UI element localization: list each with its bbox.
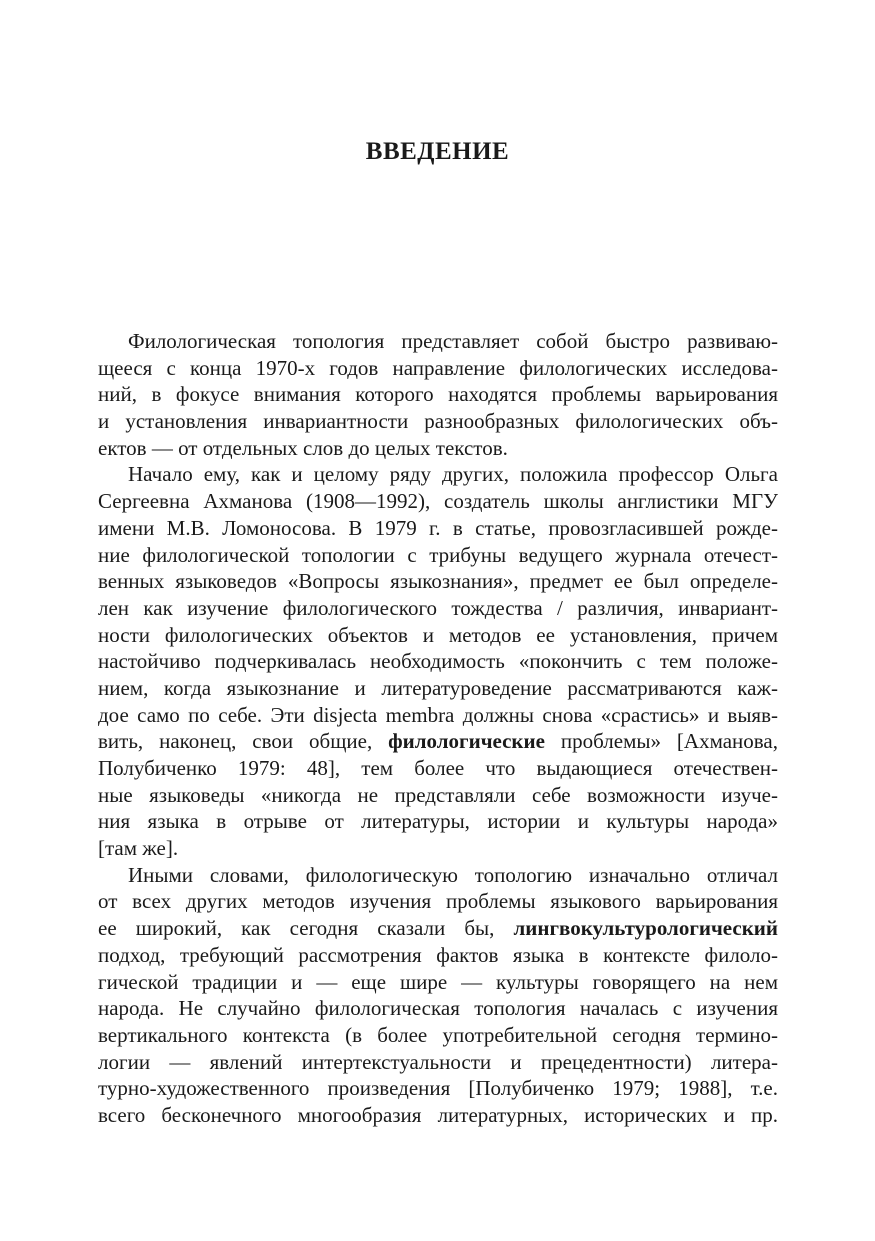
text-line: ектов — от отдельных слов до целых текстов.: [98, 435, 508, 460]
text-line: настойчиво подчеркивалась необходимость «покончить с тем положе-: [98, 649, 778, 674]
text-line: всего бесконечного многообразия литературных, исторических и пр.: [98, 1102, 778, 1127]
text-line: от всех других методов изучения проблемы языкового варьирования: [98, 889, 778, 914]
text-line: и установления инвариантности разнообразных филологических объ-: [98, 409, 778, 434]
paragraph-3: [98, 862, 778, 1129]
text-line: Иными словами, филологическую топологию изначально отличал: [128, 862, 778, 887]
text-line: Начало ему, как и целому ряду других, положила профессор Ольга: [128, 462, 778, 487]
text-segment: проблемы» [Ахманова,: [544, 729, 779, 754]
text-line: ности филологических объектов и методов ее установления, причем: [98, 622, 778, 647]
text-line: турно-художественного произведения [Полубиченко 1979; 1988], т.е.: [98, 1076, 778, 1101]
text-line: ные языковеды «никогда не представляли себе возможности изуче-: [98, 782, 778, 807]
text-line: подход, требующий рассмотрения фактов языка в контексте филоло-: [98, 942, 778, 967]
text-segment: ее широкий, как сегодня сказали бы,: [98, 916, 514, 941]
text-line: нием, когда языкознание и литературоведение рассматриваются каж-: [98, 675, 778, 700]
text-line: щееся с конца 1970-х годов направление филологических исследова-: [98, 355, 778, 380]
text-line: народа. Не случайно филологическая топология началась с изучения: [98, 996, 778, 1021]
text-line: лен как изучение филологического тождества / различия, инвариант-: [98, 595, 778, 620]
text-line: гической традиции и — еще шире — культуры говорящего на нем: [98, 969, 778, 994]
text-line: ний, в фокусе внимания которого находятся проблемы варьирования: [98, 382, 778, 407]
text-segment: вить, наконец, свои общие,: [98, 729, 389, 754]
text-line: [98, 728, 778, 755]
text-line: ние филологической топологии с трибуны ведущего журнала отечест-: [98, 542, 778, 567]
text-line: [там же].: [98, 836, 179, 861]
text-line: дое само по себе. Эти disjecta membra должны снова «срастись» и выяв-: [98, 702, 778, 727]
chapter-heading: ВВЕДЕНИЕ: [365, 138, 510, 165]
text-line: имени М.В. Ломоносова. В 1979 г. в статье, провозгласившей рожде-: [98, 515, 778, 540]
text-line: вертикального контекста (в более употребительной сегодня термино-: [98, 1022, 778, 1047]
text-line: Филологическая топология представляет собой быстро развиваю-: [128, 329, 778, 353]
paragraph-2: [98, 461, 778, 861]
text-line: венных языковедов «Вопросы языкознания», предмет ее был определе-: [98, 569, 778, 594]
text-line: [98, 915, 778, 942]
body-text: [98, 328, 778, 1129]
text-line: Сергеевна Ахманова (1908—1992), создатель школы англистики МГУ: [98, 489, 778, 514]
bold-term: лингвокультурологический: [513, 916, 778, 941]
text-line: Полубиченко 1979: 48], тем более что выдающиеся отечествен-: [98, 756, 778, 780]
bold-term: филологические: [388, 729, 545, 754]
text-line: логии — явлений интертекстуальности и прецедентности) литера-: [98, 1049, 778, 1074]
text-line: ния языка в отрыве от литературы, истории и культуры народа»: [98, 809, 778, 834]
paragraph-1: [98, 328, 778, 461]
